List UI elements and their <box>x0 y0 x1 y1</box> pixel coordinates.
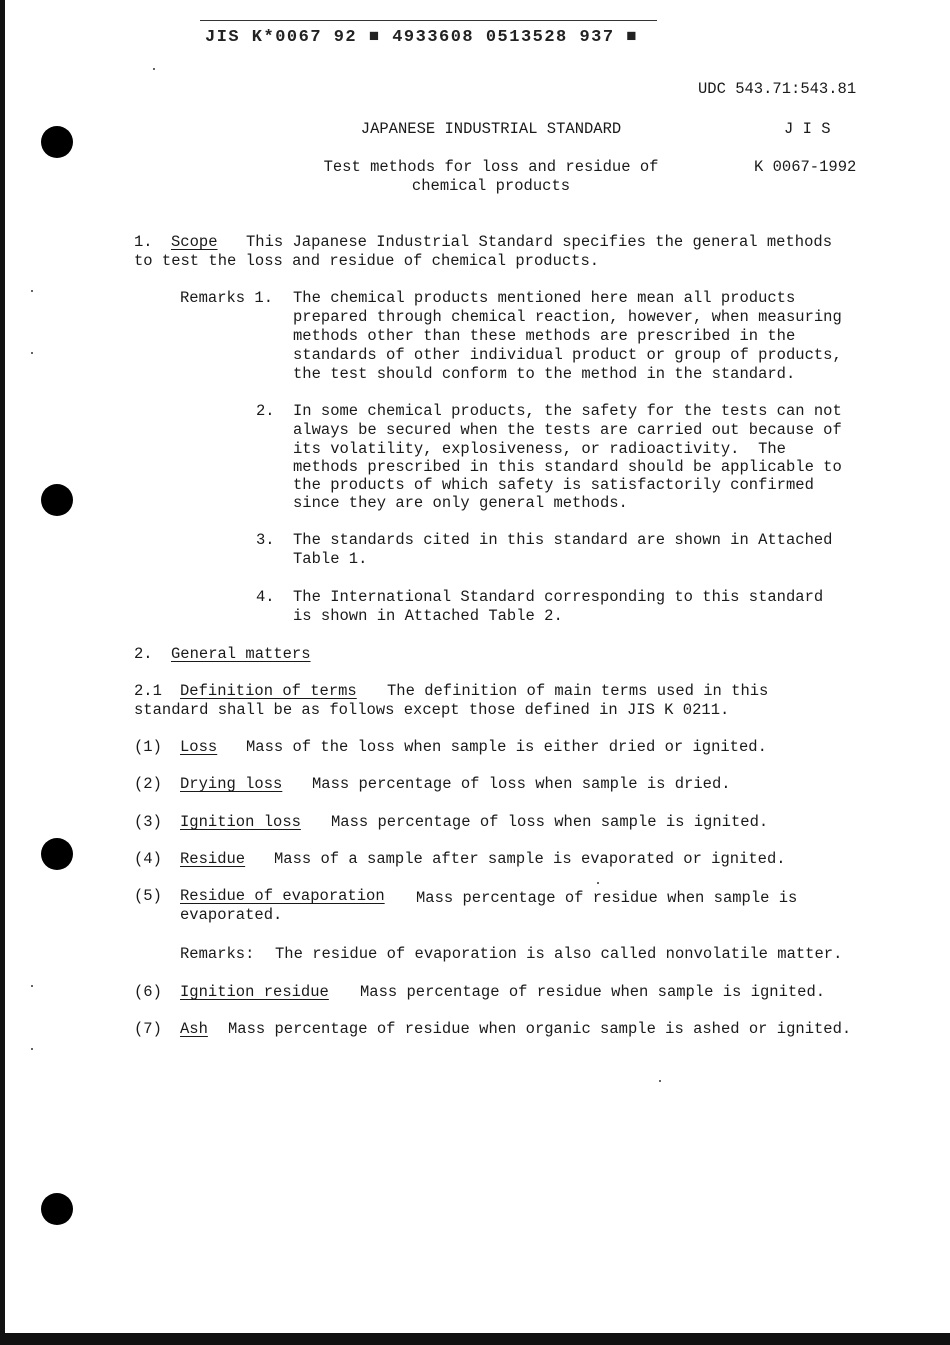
definition-term: Ignition loss <box>180 813 301 831</box>
remark-3-text: Table 1. <box>293 550 368 568</box>
remark-1-text: prepared through chemical reaction, however, when measuring <box>293 308 842 326</box>
definition-remark-text: The residue of evaporation is also called nonvolatile matter. <box>275 945 843 963</box>
definition-term: Residue of evaporation <box>180 887 385 905</box>
remark-3-text: The standards cited in this standard are shown in Attached <box>293 531 833 549</box>
scan-speck <box>31 1048 33 1050</box>
punch-hole <box>41 126 73 158</box>
definition-number: (6) <box>134 983 162 1001</box>
remark-2-number: 2. <box>256 402 275 420</box>
scan-speck <box>31 352 33 354</box>
scope-text: This Japanese Industrial Standard specifies the general methods <box>246 233 832 251</box>
remark-2-text: since they are only general methods. <box>293 494 628 512</box>
definition-number: (3) <box>134 813 162 831</box>
section-2-1-number: 2.1 <box>134 682 162 700</box>
punch-hole <box>41 1193 73 1225</box>
remark-1-text: The chemical products mentioned here mean all products <box>293 289 796 307</box>
remark-2-text: In some chemical products, the safety for the tests can not <box>293 402 842 420</box>
definition-text: Mass percentage of loss when sample is ignited. <box>331 813 769 831</box>
document-barcode-header: JIS K*0067 92 ■ 4933608 0513528 937 ■ <box>205 28 638 47</box>
definition-text: Mass percentage of residue when organic sample is ashed or ignited. <box>228 1020 852 1038</box>
scope-heading: Scope <box>171 233 218 251</box>
definition-text: Mass of a sample after sample is evaporated or ignited. <box>274 850 786 868</box>
remarks-label: Remarks 1. <box>180 289 274 307</box>
header-rule <box>200 20 657 21</box>
definition-number: (1) <box>134 738 162 756</box>
scan-speck <box>597 882 599 884</box>
definition-term: Loss <box>180 738 218 756</box>
definition-term: Drying loss <box>180 775 283 793</box>
remark-3-number: 3. <box>256 531 275 549</box>
scan-speck <box>31 290 33 292</box>
remark-2-text: the products of which safety is satisfactorily confirmed <box>293 476 814 494</box>
remark-4-number: 4. <box>256 588 275 606</box>
section-2-number: 2. <box>134 645 153 663</box>
section-2-1-heading: Definition of terms <box>180 682 357 700</box>
definition-text: Mass percentage of residue when sample is ignited. <box>360 983 826 1001</box>
remark-2-text: always be secured when the tests are carried out because of <box>293 421 842 439</box>
udc-number: UDC 543.71:543.81 <box>698 80 857 98</box>
remark-1-text: methods other than these methods are prescribed in the <box>293 327 796 345</box>
scan-edge-bottom <box>0 1333 950 1345</box>
definition-term: Residue <box>180 850 246 868</box>
punch-hole <box>41 484 73 516</box>
definition-text: Mass percentage of residue when sample is <box>416 889 798 907</box>
remark-2-text: its volatility, explosiveness, or radioactivity. The <box>293 440 786 458</box>
remark-1-text: the test should conform to the method in the standard. <box>293 365 796 383</box>
definition-number: (2) <box>134 775 162 793</box>
section-2-heading: General matters <box>171 645 311 663</box>
section-2-1-text: standard shall be as follows except those defined in JIS K 0211. <box>134 701 730 719</box>
document-title-line1: Test methods for loss and residue of <box>323 158 659 176</box>
scope-number: 1. <box>134 233 153 251</box>
jis-mark: J I S <box>784 120 831 138</box>
definition-number: (5) <box>134 887 162 905</box>
scope-text: to test the loss and residue of chemical products. <box>134 252 600 270</box>
definition-text: Mass percentage of loss when sample is dried. <box>312 775 731 793</box>
remark-2-text: methods prescribed in this standard should be applicable to <box>293 458 842 476</box>
remark-4-text: is shown in Attached Table 2. <box>293 607 563 625</box>
definition-term: Ash <box>180 1020 208 1038</box>
definition-term: Ignition residue <box>180 983 329 1001</box>
section-2-1-text: The definition of main terms used in this <box>387 682 769 700</box>
document-title-line2: chemical products <box>411 177 571 195</box>
definition-number: (4) <box>134 850 162 868</box>
definition-text: Mass of the loss when sample is either dried or ignited. <box>246 738 767 756</box>
scan-speck <box>659 1080 661 1082</box>
standard-type: JAPANESE INDUSTRIAL STANDARD <box>360 120 622 138</box>
definition-text: evaporated. <box>180 906 283 924</box>
definition-remark-label: Remarks: <box>180 945 255 963</box>
definition-number: (7) <box>134 1020 162 1038</box>
scan-speck <box>31 985 33 987</box>
scan-edge-left <box>0 0 5 1345</box>
remark-1-text: standards of other individual product or group of products, <box>293 346 842 364</box>
punch-hole <box>41 838 73 870</box>
scan-speck <box>153 68 155 70</box>
standard-number: K 0067-1992 <box>754 158 857 176</box>
remark-4-text: The International Standard corresponding to this standard <box>293 588 824 606</box>
